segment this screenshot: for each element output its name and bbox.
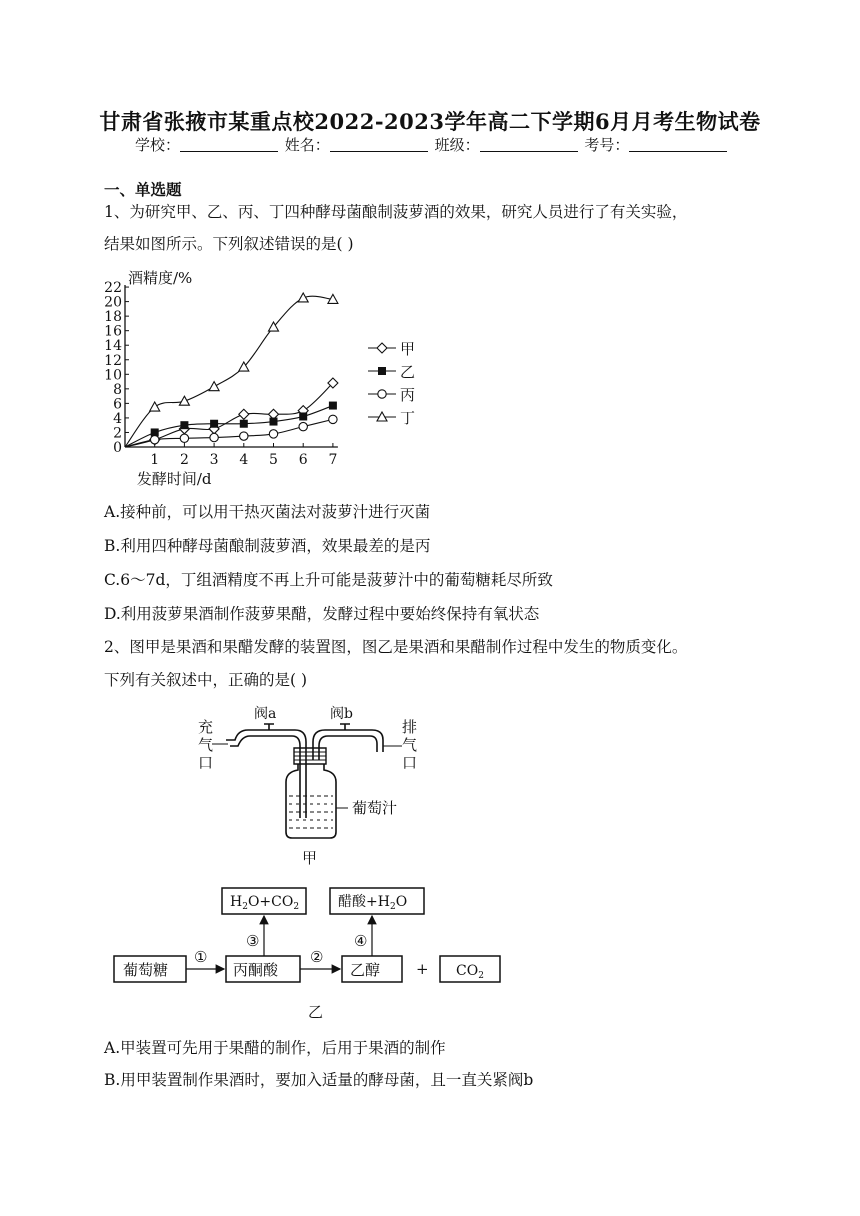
glucose-label: 葡萄糖	[123, 961, 169, 979]
q2-stem-line2: 下列有关叙述中，正确的是( )	[104, 671, 308, 689]
y-tick-label: 18	[104, 309, 122, 326]
series-1-point	[239, 409, 249, 419]
q1-stem-line2: 结果如图所示。下列叙述错误的是( )	[104, 235, 354, 253]
q1-option-c: C.6～7d，丁组酒精度不再上升可能是菠萝汁中的葡萄糖耗尽所致	[104, 571, 553, 589]
x-tick-label: 1	[150, 452, 160, 468]
x-tick-label: 4	[239, 452, 249, 468]
metabolic-pathway-diagram	[108, 876, 528, 1026]
acetic-acid-label: 醋酸$+H_2O$	[338, 894, 408, 912]
y-tick-label: 6	[113, 396, 122, 413]
step-1-label: ①	[194, 948, 208, 966]
q1-option-d: D.利用菠萝果酒制作菠萝果醋，发酵过程中要始终保持有氧状态	[104, 605, 540, 623]
y-tick-label: 10	[104, 367, 122, 384]
pyruvate-label: 丙酮酸	[233, 961, 279, 979]
x-tick-label: 3	[209, 452, 219, 468]
ethanol-label: 乙醇	[350, 961, 381, 979]
y-tick-label: 22	[104, 280, 122, 297]
step-4-label: ④	[354, 932, 368, 950]
y-tick-label: 12	[104, 352, 122, 369]
series-4-point	[179, 396, 189, 405]
inlet-label-2: 气	[198, 736, 214, 754]
legend-label-4: 丁	[400, 409, 416, 427]
y-tick-label: 2	[113, 425, 122, 442]
fermentation-apparatus-diagram	[190, 700, 450, 870]
series-3-point	[240, 432, 248, 440]
exam-number-label: 考号：	[584, 136, 630, 154]
y-tick-label: 8	[113, 381, 122, 398]
q1-option-a: A.接种前，可以用干热灭菌法对菠萝汁进行灭菌	[104, 503, 431, 521]
juice-label: 葡萄汁	[352, 799, 398, 817]
h2o-co2-label: $H_2O+CO_2$	[230, 894, 300, 912]
series-2-point	[270, 418, 278, 426]
legend-marker-3	[378, 390, 386, 398]
series-2-point	[329, 402, 337, 410]
series-3-point	[210, 433, 218, 441]
series-2-point	[240, 420, 248, 428]
step-3-label: ③	[246, 932, 260, 950]
q1-option-b: B.利用四种酵母菌酿制菠萝酒，效果最差的是丙	[104, 537, 431, 555]
student-info-fields	[135, 134, 729, 155]
name-blank[interactable]	[330, 137, 428, 152]
section-heading: 一、单选题	[104, 180, 182, 199]
series-3-point	[329, 415, 337, 423]
series-2-point	[180, 421, 188, 429]
inlet-label-1: 充	[198, 718, 214, 736]
legend-marker-2	[378, 367, 386, 375]
q2-option-b: B.用甲装置制作果酒时，要加入适量的酵母菌，且一直关紧阀b	[104, 1071, 534, 1089]
y-tick-label: 0	[113, 440, 122, 456]
plus-sign: +	[416, 960, 429, 978]
exam-number-blank[interactable]	[629, 137, 727, 152]
class-label: 班级：	[434, 136, 480, 154]
legend-label-1: 甲	[400, 340, 416, 358]
legend-label-3: 丙	[400, 386, 416, 404]
q1-stem-line1: 1、为研究甲、乙、丙、丁四种酵母菌酿制菠萝酒的效果，研究人员进行了有关实验，	[104, 203, 688, 221]
page-title: 甘肃省张掖市某重点校2022-2023学年高二下学期6月月考生物试卷	[99, 109, 761, 134]
y-tick-label: 20	[104, 294, 122, 311]
legend-label-2: 乙	[400, 363, 416, 381]
pathway-caption: 乙	[308, 1003, 324, 1021]
series-2-point	[210, 420, 218, 428]
q2-stem-line1: 2、图甲是果酒和果醋发酵的装置图，图乙是果酒和果醋制作过程中发生的物质变化。	[104, 638, 688, 656]
y-tick-label: 16	[104, 323, 122, 340]
school-label: 学校：	[135, 136, 181, 154]
inlet-label-3: 口	[198, 754, 214, 772]
x-tick-label: 5	[269, 452, 278, 468]
series-3-point	[151, 436, 159, 444]
outlet-label-2: 气	[402, 736, 418, 754]
x-tick-label: 6	[298, 452, 308, 468]
y-axis-label: 酒精度/%	[128, 269, 193, 287]
y-tick-label: 14	[104, 338, 122, 355]
series-3-point	[180, 434, 188, 442]
series-4-point	[298, 293, 308, 302]
x-axis-label: 发酵时间/d	[136, 470, 212, 488]
outlet-label-1: 排	[402, 718, 418, 736]
school-blank[interactable]	[180, 137, 278, 152]
q2-option-a: A.甲装置可先用于果醋的制作，后用于果酒的制作	[104, 1039, 446, 1057]
valve-a-label: 阀a	[254, 706, 277, 722]
class-blank[interactable]	[480, 137, 578, 152]
y-tick-label: 4	[113, 410, 122, 427]
legend-marker-1	[377, 343, 387, 353]
apparatus-caption: 甲	[302, 849, 318, 867]
name-label: 姓名：	[284, 136, 330, 154]
x-tick-label: 2	[179, 452, 189, 468]
series-3-point	[269, 430, 277, 438]
x-tick-label: 7	[328, 452, 338, 468]
outlet-label-3: 口	[402, 754, 418, 772]
series-4-point	[150, 402, 160, 411]
alcohol-chart	[100, 265, 430, 490]
series-3-point	[299, 422, 307, 430]
series-4-point	[209, 382, 219, 391]
valve-b-label: 阀b	[330, 706, 353, 722]
co2-label: $CO_2$	[456, 963, 484, 981]
series-2-point	[299, 412, 307, 420]
step-2-label: ②	[310, 948, 324, 966]
